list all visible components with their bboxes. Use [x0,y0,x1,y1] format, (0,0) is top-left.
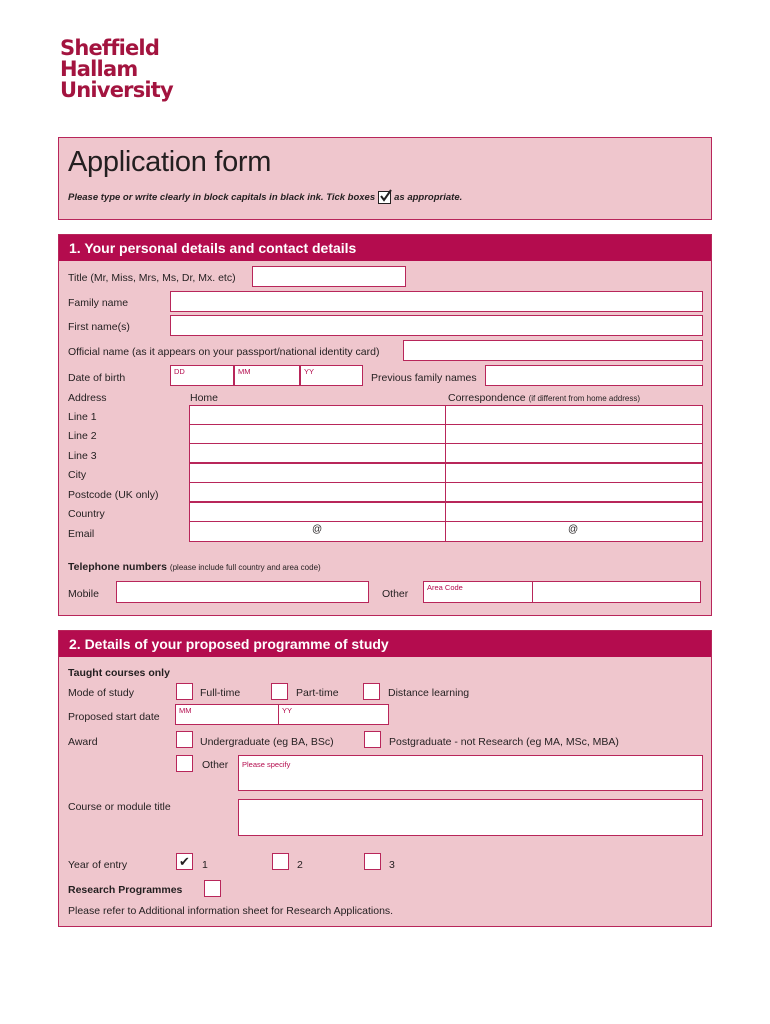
course-title-input[interactable] [238,799,703,836]
title-input[interactable] [252,266,406,287]
year-1-label: 1 [202,859,208,871]
start-month-input[interactable] [175,704,279,725]
dob-year-hint: YY [304,367,315,376]
research-programmes-label: Research Programmes [68,884,183,896]
home-line-3-input[interactable] [189,443,446,463]
section-programme-details [58,630,712,927]
first-names-input[interactable] [170,315,703,336]
logo-line-1: Sheffield [60,36,160,60]
year-2-label: 2 [297,859,303,871]
address-row-label: Line 3 [68,450,97,462]
start-year-input[interactable] [278,704,389,725]
distance-learning-label: Distance learning [388,687,470,699]
previous-names-label: Previous family names [371,372,477,384]
research-programmes-checkbox[interactable] [204,880,221,897]
part-time-checkbox[interactable] [271,683,288,700]
area-code-hint: Area Code [427,583,463,592]
correspondence-line-1-input[interactable] [445,405,703,425]
full-time-label: Full-time [200,687,241,699]
other-phone-number-input[interactable] [532,581,701,603]
year-3-checkbox[interactable] [364,853,381,870]
tick-box-icon [378,191,391,204]
part-time-label: Part-time [296,687,339,699]
official-name-label: Official name (as it appears on your passport/national identity card) [68,346,380,358]
specify-hint: Please specify [242,760,291,769]
other-phone-label: Other [382,588,409,600]
telephone-label [68,561,321,573]
undergraduate-label: Undergraduate (eg BA, BSc) [200,736,334,748]
address-label: Address [68,392,107,404]
home-city-input[interactable] [189,463,446,483]
title-label: Title (Mr, Miss, Mrs, Ms, Dr, Mx. etc) [68,272,236,284]
year-1-checkbox[interactable]: ✔ [176,853,193,870]
home-line-2-input[interactable] [189,424,446,444]
address-row-label: Postcode (UK only) [68,489,159,501]
address-row-label: Email [68,528,95,540]
dob-day-input[interactable] [170,365,234,386]
section-2-heading: 2. Details of your proposed programme of study [59,631,711,657]
telephone-note: (please include full country and area code) [169,563,321,572]
full-time-checkbox[interactable] [176,683,193,700]
dob-month-input[interactable] [234,365,300,386]
family-name-input[interactable] [170,291,703,312]
home-country-input[interactable] [189,502,446,522]
home-postcode-input[interactable] [189,482,446,502]
header-panel [58,137,712,220]
other-award-checkbox[interactable] [176,755,193,772]
instruction-text [68,191,462,204]
year-of-entry-label: Year of entry [68,859,128,871]
home-address-label: Home [190,392,219,404]
address-row-label: Line 2 [68,430,97,442]
official-name-input[interactable] [403,340,703,361]
other-phone-area-code-input[interactable] [423,581,533,603]
correspondence-address-label [448,392,640,404]
year-2-checkbox[interactable] [272,853,289,870]
university-logo [60,38,173,101]
instruction-post: as appropriate. [394,192,463,203]
family-name-label: Family name [68,297,129,309]
award-label: Award [68,736,98,748]
address-row-label: Line 1 [68,411,97,423]
correspondence-city-input[interactable] [445,463,703,483]
logo-line-3: University [60,78,173,102]
instruction-pre: Please type or write clearly in block capitals in black ink. Tick boxes [68,192,376,203]
section-personal-details [58,234,712,616]
home-email-input[interactable] [189,521,446,542]
at-symbol: @ [312,524,323,535]
logo-line-2: Hallam [60,57,138,81]
address-row-label: City [68,469,87,481]
correspondence-email-input[interactable] [445,521,703,542]
dob-label: Date of birth [68,372,126,384]
home-line-1-input[interactable] [189,405,446,425]
correspondence-title: Correspondence [448,392,526,404]
telephone-title: Telephone numbers [68,561,167,573]
postgraduate-label: Postgraduate - not Research (eg MA, MSc, MBA) [389,736,619,748]
mobile-input[interactable] [116,581,369,603]
undergraduate-checkbox[interactable] [176,731,193,748]
mode-of-study-label: Mode of study [68,687,134,699]
other-award-specify-input[interactable] [238,755,703,791]
course-title-label: Course or module title [68,801,171,813]
correspondence-line-2-input[interactable] [445,424,703,444]
dob-month-hint: MM [238,367,251,376]
mobile-label: Mobile [68,588,99,600]
correspondence-country-input[interactable] [445,502,703,522]
research-note: Please refer to Additional information sheet for Research Applications. [68,905,394,917]
start-date-label: Proposed start date [68,711,160,723]
page-title: Application form [68,146,272,178]
section-1-heading: 1. Your personal details and contact details [59,235,711,261]
start-month-hint: MM [179,706,192,715]
at-symbol: @ [568,524,579,535]
correspondence-line-3-input[interactable] [445,443,703,463]
first-names-label: First name(s) [68,321,130,333]
start-year-hint: YY [282,706,293,715]
previous-names-input[interactable] [485,365,703,386]
correspondence-postcode-input[interactable] [445,482,703,502]
taught-courses-label: Taught courses only [68,667,170,679]
other-award-label: Other [202,759,229,771]
postgraduate-checkbox[interactable] [364,731,381,748]
distance-learning-checkbox[interactable] [363,683,380,700]
address-row-label: Country [68,508,105,520]
year-3-label: 3 [389,859,395,871]
dob-day-hint: DD [174,367,185,376]
dob-year-input[interactable] [300,365,363,386]
correspondence-note: (if different from home address) [528,394,641,403]
